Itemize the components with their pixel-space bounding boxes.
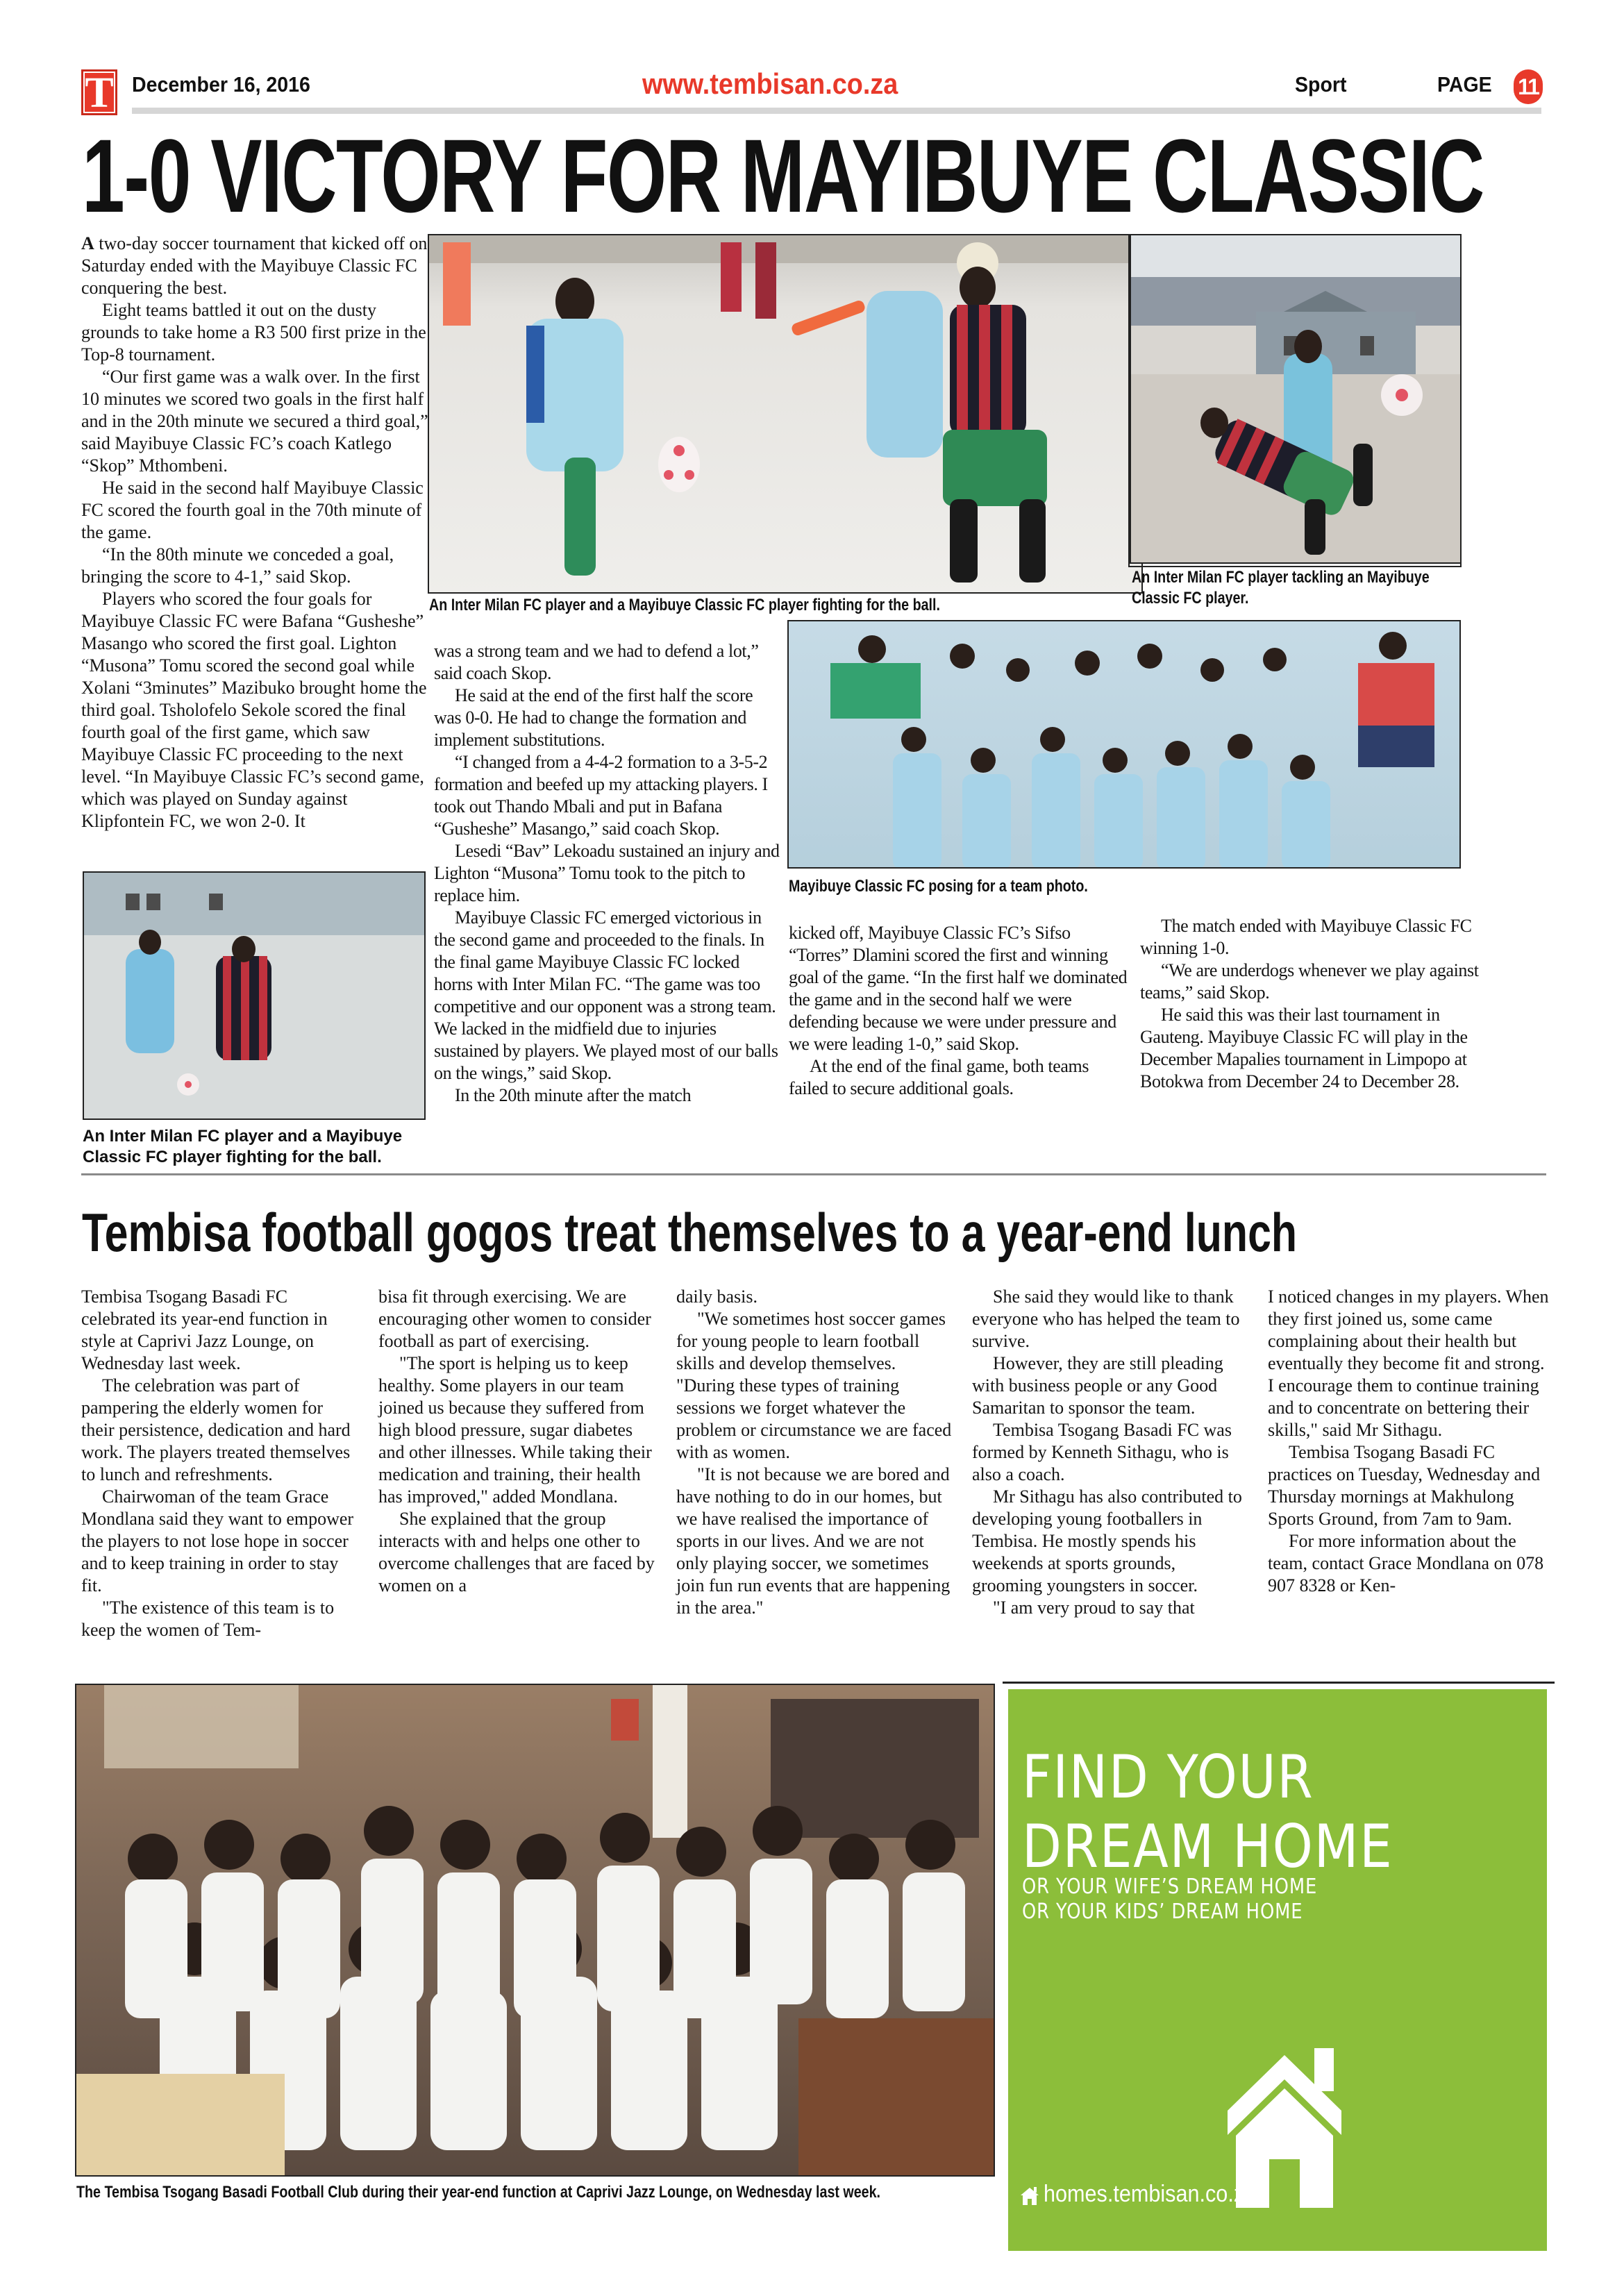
article1-column-3 (789, 922, 1129, 1100)
section-divider (81, 1173, 1546, 1175)
article1-column-2 (434, 640, 781, 1107)
paragraph: She explained that the group interacts with and helps one other to overcome challenges that are faced by women on a (378, 1509, 655, 1595)
paragraph: She said they would like to thank everyone who has helped the team to survive. (972, 1287, 1240, 1351)
paragraph: Lesedi “Bav” Lekoadu sustained an injury and Lighton “Musona” Tomu took to the pitch to replace him. (434, 841, 780, 905)
paragraph: Players who scored the four goals for Mayibuye Classic FC were Bafana “Gusheshe” Masango who scored the first goal. Lighton “Musona” Tomu scored the second goal while Xolani “3minutes” Mazibuko brought home the third goal. Tsholofelo Sekole scored the final fourth goal of the first game, which saw Mayibuye Classic FC proceeding to the next level. “In Mayibuye Classic FC’s second game, which was played on Sunday against Klipfontein FC, we won 2-0. It (81, 589, 427, 831)
ad-headline: FIND YOUR DREAM HOME (1022, 1743, 1393, 1882)
paragraph: daily basis. (676, 1287, 757, 1307)
paragraph: two-day soccer tournament that kicked off on Saturday ended with the Mayibuye Classic FC conquering the best. (81, 233, 428, 298)
paragraph: was a strong team and we had to defend a lot,” said coach Skop. (434, 641, 759, 683)
small-house-icon (1019, 2186, 1040, 2206)
paragraph: “In the 80th minute we conceded a goal, bringing the score to 4-1,” said Skop. (81, 544, 394, 587)
paragraph: Chairwoman of the team Grace Mondlana said they want to empower the players to not lose hope in soccer and to keep training in order to stay fit. (81, 1486, 354, 1595)
photo-caption: Mayibuye Classic FC posing for a team photo. (789, 877, 1088, 896)
paragraph: Tembisa Tsogang Basadi FC was formed by Kenneth Sithagu, who is also a coach. (972, 1420, 1232, 1484)
article1-column-1 (81, 233, 428, 832)
page-number-badge: 11 (1514, 69, 1543, 104)
paragraph: He said at the end of the first half the score was 0-0. He had to change the formation and implement substitutions. (434, 685, 753, 750)
issue-date: December 16, 2016 (132, 72, 310, 97)
paragraph: "It is not because we are bored and have nothing to do in our homes, but we have realised the importance of sports in our lives. And we are not only playing soccer, we sometimes join fun run events that are happening in the area." (676, 1464, 951, 1618)
ad-website-link[interactable]: homes.tembisan.co.za (1044, 2181, 1257, 2207)
photo-caption: An Inter Milan FC player and a Mayibuye Classic FC player fighting for the ball. (83, 1127, 403, 1166)
article2-column-1 (81, 1286, 359, 1641)
ad-subheadline: OR YOUR WIFE’S DREAM HOME OR YOUR KIDS’ DREAM HOME (1022, 1875, 1318, 1924)
article1-column-4 (1140, 915, 1480, 1093)
paragraph: Tembisa Tsogang Basadi FC celebrated its year-end function in style at Caprivi Jazz Lounge, on Wednesday last week. (81, 1287, 328, 1373)
paragraph: "The sport is helping us to keep healthy. Some players in our team joined us because they suffered from high blood pressure, sugar diabetes and other illnesses. While taking their medication and training, their health has improved," added Mondlana. (378, 1353, 652, 1507)
ad-divider (1003, 1682, 1555, 1684)
photo-year-end-lunch (75, 1684, 995, 2177)
paragraph: “We are underdogs whenever we play against teams,” said Skop. (1140, 960, 1479, 1003)
tackle-image (1131, 235, 1462, 564)
tembisan-logo: T (81, 69, 117, 115)
photo-team (787, 620, 1461, 869)
paragraph: “I changed from a 4-4-2 formation to a 3-5-2 formation and beefed up my attacking players. I took out Thando Mbali and put in Bafana “Gusheshe” Masango,” said coach Skop. (434, 752, 768, 839)
photo-caption: The Tembisa Tsogang Basadi Football Club during their year-end function at Caprivi Jazz Lounge, on Wednesday last week. (76, 2183, 881, 2202)
article2-column-3 (676, 1286, 954, 1619)
photo-action-small (83, 871, 426, 1120)
paragraph: He said this was their last tournament in Gauteng. Mayibuye Classic FC will play in the December Mapalies tournament in Limpopo at Botokwa from December 24 to December 28. (1140, 1005, 1468, 1091)
paragraph: For more information about the team, contact Grace Mondlana on 078 907 8328 or Ken- (1268, 1531, 1544, 1595)
paragraph: However, they are still pleading with business people or any Good Samaritan to sponsor the team. (972, 1353, 1223, 1418)
paragraph: At the end of the final game, both teams failed to secure additional goals. (789, 1056, 1089, 1098)
drop-cap: A (81, 233, 94, 253)
paragraph: I noticed changes in my players. When they first joined us, some came complaining about their health but eventually they become fit and strong. I encourage them to continue training and to concentrate on bettering their skills," said Mr Sithagu. (1268, 1287, 1549, 1440)
paragraph: In the 20th minute after the match (455, 1085, 692, 1105)
photo-action-fight-for-ball (428, 234, 1143, 594)
paragraph: Mr Sithagu has also contributed to developing young footballers in Tembisa. He mostly spends his weekends at sports grounds, grooming youngsters in soccer. (972, 1486, 1242, 1595)
paragraph: The celebration was part of pampering the elderly women for their persistence, dedication and hard work. The players treated themselves to lunch and refreshments. (81, 1375, 351, 1484)
team-photo-image (789, 621, 1461, 869)
paragraph: "I am very proud to say that (993, 1598, 1195, 1618)
article2-column-2 (378, 1286, 656, 1597)
paragraph: kicked off, Mayibuye Classic FC’s Sifso “Torres” Dlamini scored the first and winning goal of the game. “In the first half we dominated the game and in the second half we were defending because we were under pressure and we were leading 1-0,” said Skop. (789, 923, 1128, 1054)
paragraph: “Our first game was a walk over. In the first 10 minutes we scored two goals in the first half and in the 20th minute we secured a third goal,” said Mayibuye Classic FC’s coach Katlego “Skop” Mthombeni. (81, 367, 428, 476)
article1-headline: 1-0 VICTORY FOR MAYIBUYE CLASSIC (82, 117, 1484, 234)
group-photo-image (76, 1685, 995, 2177)
article2-headline: Tembisa football gogos treat themselves to a year-end lunch (82, 1202, 1298, 1263)
article2-column-5 (1268, 1286, 1552, 1597)
photo-caption: An Inter Milan FC player and a Mayibuye Classic FC player fighting for the ball. (429, 596, 940, 614)
paragraph: "We sometimes host soccer games for young people to learn football skills and develop themselves. "During these types of training sessions we forget whatever the problem or circumstance we are faced with as women. (676, 1309, 952, 1462)
masthead-divider (132, 108, 1541, 114)
website-link[interactable]: www.tembisan.co.za (642, 67, 898, 100)
soccer-action-image (429, 235, 1143, 594)
photo-caption: An Inter Milan FC player tackling an Mayibuye Classic FC player. (1132, 568, 1430, 607)
photo-tackle-image (1130, 234, 1462, 564)
paragraph: Mayibuye Classic FC emerged victorious in the second game and proceeded to the finals. In the final game Mayibuye Classic FC locked horns with Inter Milan FC. “The game was too competitive and our opponent was a strong team. We lacked in the midfield due to injuries sustained by players. We played most of our balls on the wings,” said Skop. (434, 907, 778, 1083)
paragraph: bisa fit through exercising. We are encouraging other women to consider football as part of exercising. (378, 1287, 651, 1351)
page-label: PAGE (1437, 72, 1492, 97)
paragraph: Eight teams battled it out on the dusty grounds to take home a R3 500 first prize in the Top-8 tournament. (81, 300, 426, 364)
article2-column-4 (972, 1286, 1250, 1619)
paragraph: He said in the second half Mayibuye Classic FC scored the fourth goal in the 70th minute of the game. (81, 478, 424, 542)
paragraph: "The existence of this team is to keep the women of Tem- (81, 1598, 335, 1640)
paragraph: The match ended with Mayibuye Classic FC winning 1-0. (1140, 916, 1472, 958)
small-action-image (84, 873, 426, 1120)
paragraph: Tembisa Tsogang Basadi FC practices on Tuesday, Wednesday and Thursday mornings at Makhulong Sports Ground, from 7am to 9am. (1268, 1442, 1541, 1529)
section-name: Sport (1295, 72, 1347, 97)
